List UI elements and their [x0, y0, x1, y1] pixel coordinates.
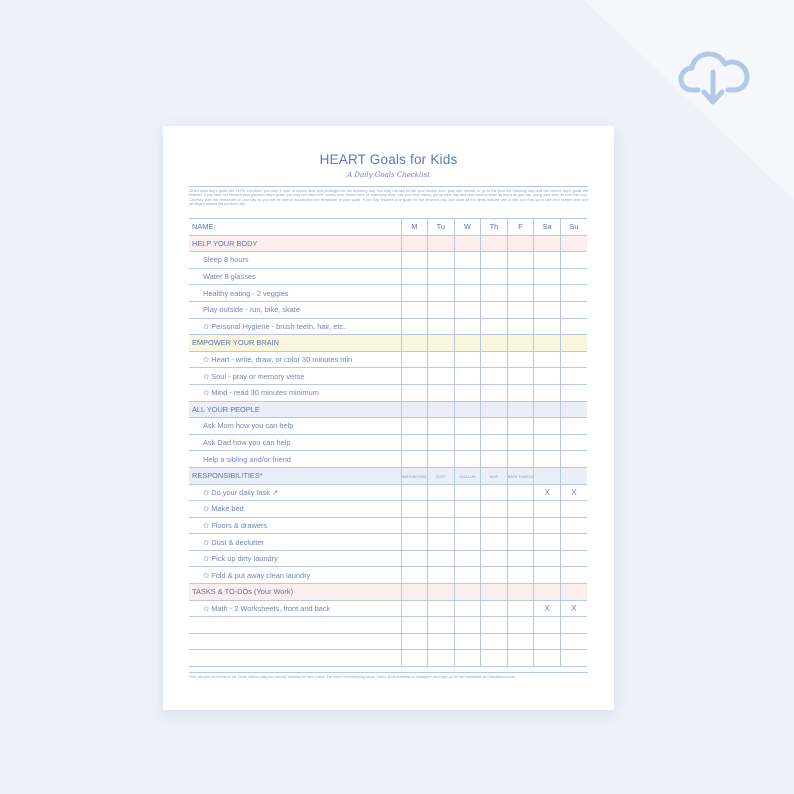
checklist-check-cell[interactable] [428, 301, 455, 318]
responsibility-check-cell[interactable] [560, 567, 587, 584]
responsibility-check-cell[interactable] [401, 550, 428, 567]
responsibility-check-cell[interactable] [560, 534, 587, 551]
checklist-check-cell[interactable] [428, 252, 455, 269]
chore-sub-label-cell [560, 467, 587, 484]
checklist-check-cell[interactable] [454, 384, 481, 401]
x-mark: X [571, 487, 577, 497]
intro-paragraph: When each day's goals are 100% complete, you earn 1 hour of screen time and privileges for the following day. You may not ask to use your screen time, play with friends, or go to the pool the following day until the current day's goals are finished. If you have not finished your previous day's goals, you may not have ANY screen time, theme time, or swimming time. Use your time wisely, get up each day and work hard to finish as much as you can, doing your work as unto the Lord. Carefully plan the remainder of your day so you will be able to accomplish the remainder of your goals. If you had finished your goals for the previous day, and done all the items marked with a star, you may go to use your screen time and privileges earned the previous day. [189, 186, 588, 219]
section-header-cell [401, 584, 428, 601]
responsibility-check-cell[interactable] [507, 534, 534, 551]
section-title: HELP YOUR BODY [189, 235, 401, 252]
section-title: TASKS & TO-DOs (Your Work) [189, 584, 401, 601]
task-check-cell[interactable] [560, 617, 587, 634]
checklist-check-cell[interactable] [401, 418, 428, 435]
section-header-cell [560, 584, 587, 601]
checklist-table [189, 218, 587, 667]
checklist-check-cell[interactable] [534, 368, 561, 385]
checklist-check-cell[interactable] [534, 252, 561, 269]
page-subtitle: A Daily Goals Checklist [347, 171, 430, 179]
task-check-cell[interactable] [454, 633, 481, 650]
checklist-item-label: ✩ Heart - write, draw, or color 30 minutes min [189, 351, 401, 368]
responsibility-check-cell[interactable] [481, 484, 508, 501]
checklist-check-cell[interactable] [507, 285, 534, 302]
section-header-cell [507, 584, 534, 601]
section-header-cell [481, 235, 508, 252]
task-check-cell[interactable] [560, 633, 587, 650]
section-title: RESPONSIBILITIES* [189, 467, 401, 484]
checklist-check-cell[interactable] [507, 418, 534, 435]
responsibility-row [189, 550, 587, 567]
task-item-label [189, 650, 401, 667]
responsibility-check-cell[interactable] [560, 550, 587, 567]
task-item-label: ✩ Math - 2 Worksheets, front and back [189, 600, 401, 617]
responsibility-check-cell[interactable] [481, 550, 508, 567]
checklist-check-cell[interactable] [507, 318, 534, 335]
checklist-check-cell[interactable] [454, 368, 481, 385]
task-row [189, 617, 587, 634]
responsibility-check-cell[interactable] [534, 550, 561, 567]
cloud-download-icon[interactable] [678, 50, 752, 108]
checklist-item-label: ✩ Soul - pray or memory verse [189, 368, 401, 385]
section-header-cell [507, 335, 534, 352]
task-check-cell[interactable] [428, 600, 455, 617]
chore-sub-label-cell [481, 467, 508, 484]
chore-sub-label-cell [454, 467, 481, 484]
section-header-cell [454, 401, 481, 418]
task-check-cell[interactable] [454, 617, 481, 634]
section-header-cell [428, 335, 455, 352]
responsibility-check-cell[interactable] [560, 517, 587, 534]
checklist-check-cell[interactable] [507, 252, 534, 269]
responsibility-item-label: ✩ Pick up dirty laundry [189, 550, 401, 567]
checklist-check-cell[interactable] [560, 451, 587, 468]
responsibility-check-cell[interactable] [454, 501, 481, 518]
task-check-cell[interactable] [560, 650, 587, 667]
checklist-check-cell[interactable] [507, 268, 534, 285]
section-header-cell [534, 235, 561, 252]
task-row [189, 650, 587, 667]
section-header-row [189, 401, 587, 418]
section-header-cell [560, 235, 587, 252]
checklist-check-cell[interactable] [481, 434, 508, 451]
responsibility-check-cell[interactable] [507, 567, 534, 584]
responsibility-check-cell[interactable] [534, 567, 561, 584]
checklist-check-cell[interactable] [560, 268, 587, 285]
responsibility-check-cell[interactable] [560, 501, 587, 518]
checklist-page [163, 126, 614, 710]
x-mark: X [544, 603, 550, 613]
checklist-row [189, 301, 587, 318]
checklist-check-cell[interactable] [534, 434, 561, 451]
checklist-check-cell[interactable] [534, 318, 561, 335]
checklist-check-cell[interactable] [534, 351, 561, 368]
checklist-row [189, 451, 587, 468]
checklist-check-cell[interactable] [454, 351, 481, 368]
checklist-check-cell[interactable] [560, 368, 587, 385]
task-check-cell[interactable] [454, 600, 481, 617]
checklist-item-label: Ask Mom how you can help [189, 418, 401, 435]
section-header-cell [401, 335, 428, 352]
responsibility-check-cell[interactable] [534, 534, 561, 551]
checklist-check-cell[interactable] [428, 434, 455, 451]
checklist-item-label: Help a sibling and/or friend [189, 451, 401, 468]
chore-sub-label-cell [428, 467, 455, 484]
page-title: HEART Goals for Kids [319, 152, 458, 167]
checklist-check-cell[interactable] [401, 368, 428, 385]
checklist-check-cell[interactable] [454, 285, 481, 302]
checklist-check-cell[interactable] [481, 418, 508, 435]
section-title: ALL YOUR PEOPLE [189, 401, 401, 418]
checklist-check-cell[interactable] [560, 418, 587, 435]
checklist-item-label: Sleep 8 hours [189, 252, 401, 269]
responsibility-check-cell[interactable] [454, 517, 481, 534]
checklist-check-cell[interactable] [507, 368, 534, 385]
section-header-row [189, 335, 587, 352]
responsibility-check-cell[interactable] [401, 534, 428, 551]
checklist-row [189, 252, 587, 269]
section-header-cell [428, 235, 455, 252]
checklist-check-cell[interactable] [481, 285, 508, 302]
checklist-check-cell[interactable] [428, 368, 455, 385]
task-check-cell[interactable] [428, 633, 455, 650]
task-check-cell[interactable] [507, 600, 534, 617]
checklist-check-cell[interactable] [560, 384, 587, 401]
checklist-row [189, 268, 587, 285]
checklist-check-cell[interactable] [401, 434, 428, 451]
checklist-check-cell[interactable] [534, 418, 561, 435]
checklist-check-cell[interactable] [454, 451, 481, 468]
checklist-item-label: ✩ Personal Hygiene - brush teeth, hair, etc. [189, 318, 401, 335]
section-header-cell [428, 401, 455, 418]
checklist-row [189, 418, 587, 435]
checklist-row [189, 351, 587, 368]
checklist-check-cell[interactable] [534, 451, 561, 468]
responsibility-item-label: ✩ Fold & put away clean laundry [189, 567, 401, 584]
tasks-header-row [189, 584, 587, 601]
section-header-cell [454, 335, 481, 352]
chore-sub-label-cell [507, 467, 534, 484]
section-header-cell [481, 584, 508, 601]
chore-sub-label: DUST [435, 475, 446, 480]
checklist-check-cell[interactable] [401, 252, 428, 269]
day-header: W [454, 219, 481, 236]
checklist-check-cell[interactable] [401, 451, 428, 468]
checklist-check-cell[interactable] [401, 384, 428, 401]
checklist-check-cell[interactable] [401, 285, 428, 302]
responsibility-check-cell[interactable] [428, 517, 455, 534]
section-header-cell [534, 401, 561, 418]
day-header: M [401, 219, 428, 236]
responsibility-check-cell[interactable] [481, 517, 508, 534]
checklist-check-cell[interactable] [401, 301, 428, 318]
checklist-check-cell[interactable] [428, 318, 455, 335]
checklist-check-cell[interactable] [560, 351, 587, 368]
checklist-check-cell[interactable] [560, 301, 587, 318]
checklist-check-cell[interactable] [507, 351, 534, 368]
checklist-check-cell[interactable] [454, 252, 481, 269]
checklist-check-cell[interactable] [428, 418, 455, 435]
task-check-cell[interactable] [401, 600, 428, 617]
checklist-check-cell[interactable] [507, 434, 534, 451]
day-header: Tu [428, 219, 455, 236]
chore-sub-label-cell [534, 467, 561, 484]
checklist-check-cell[interactable] [401, 268, 428, 285]
checklist-check-cell[interactable] [534, 384, 561, 401]
chore-sub-label: VACU-UM [459, 475, 476, 480]
section-header-cell [401, 401, 428, 418]
task-check-cell[interactable] [507, 650, 534, 667]
responsibility-check-cell[interactable] [401, 567, 428, 584]
checklist-row [189, 434, 587, 451]
responsibility-check-cell[interactable] [454, 534, 481, 551]
checklist-check-cell[interactable] [428, 451, 455, 468]
responsibility-check-cell[interactable] [428, 534, 455, 551]
checklist-item-label: ✩ Mind - read 30 minutes minimum [189, 384, 401, 401]
responsibilities-header-row [189, 467, 587, 484]
checklist-check-cell[interactable] [428, 351, 455, 368]
responsibility-check-cell[interactable] [534, 484, 561, 501]
responsibility-check-cell[interactable] [481, 501, 508, 518]
checklist-check-cell[interactable] [560, 434, 587, 451]
task-check-cell[interactable] [481, 650, 508, 667]
section-header-cell [507, 401, 534, 418]
x-mark: X [571, 603, 577, 613]
responsibility-item-label: ✩ Dust & declutter [189, 534, 401, 551]
day-header: Sa [534, 219, 561, 236]
responsibility-row [189, 501, 587, 518]
checklist-check-cell[interactable] [507, 451, 534, 468]
checklist-check-cell[interactable] [428, 285, 455, 302]
name-label: NAME: [189, 219, 401, 236]
responsibility-item-label: ✩ Do your daily task ↗ [189, 484, 401, 501]
section-header-cell [428, 584, 455, 601]
responsibility-row [189, 567, 587, 584]
checklist-check-cell[interactable] [534, 268, 561, 285]
checklist-row [189, 368, 587, 385]
responsibility-row [189, 534, 587, 551]
responsibility-check-cell[interactable] [428, 567, 455, 584]
responsibility-item-label: ✩ Floors & drawers [189, 517, 401, 534]
day-header: F [507, 219, 534, 236]
chore-sub-label: BATH TOWELS [507, 475, 534, 480]
checklist-check-cell[interactable] [428, 268, 455, 285]
checklist-check-cell[interactable] [481, 384, 508, 401]
task-check-cell[interactable] [454, 650, 481, 667]
responsibility-check-cell[interactable] [401, 501, 428, 518]
checklist-check-cell[interactable] [481, 301, 508, 318]
section-header-cell [481, 401, 508, 418]
footnote: *We use and recommend the Clean Mama daily and weekly routines for your home. For more homekeeping ideas, follow @cleanmama on Instagram and sign up for the newsletter at CleanMama.com. [189, 672, 588, 679]
section-header-cell [454, 584, 481, 601]
checklist-check-cell[interactable] [481, 368, 508, 385]
header-row [189, 219, 587, 236]
task-check-cell[interactable] [507, 617, 534, 634]
checklist-item-label: Play outside - run, bike, skate [189, 301, 401, 318]
responsibility-check-cell[interactable] [428, 484, 455, 501]
section-header-cell [560, 401, 587, 418]
responsibility-check-cell[interactable] [534, 501, 561, 518]
checklist-check-cell[interactable] [507, 301, 534, 318]
section-header-cell [534, 584, 561, 601]
day-header: Th [481, 219, 508, 236]
checklist-check-cell[interactable] [481, 318, 508, 335]
checklist-check-cell[interactable] [481, 268, 508, 285]
responsibility-item-label: ✩ Make bed [189, 501, 401, 518]
task-check-cell[interactable] [481, 633, 508, 650]
checklist-item-label: Water 8 glasses [189, 268, 401, 285]
task-item-label [189, 633, 401, 650]
responsibility-check-cell[interactable] [401, 517, 428, 534]
section-header-cell [560, 335, 587, 352]
chore-sub-label-cell [401, 467, 428, 484]
task-check-cell[interactable] [534, 617, 561, 634]
x-mark: X [544, 487, 550, 497]
task-check-cell[interactable] [560, 600, 587, 617]
section-header-cell [507, 235, 534, 252]
responsibility-check-cell[interactable] [560, 484, 587, 501]
checklist-check-cell[interactable] [534, 285, 561, 302]
checklist-check-cell[interactable] [454, 418, 481, 435]
task-row [189, 633, 587, 650]
checklist-check-cell[interactable] [481, 252, 508, 269]
task-check-cell[interactable] [401, 617, 428, 634]
checklist-check-cell[interactable] [534, 301, 561, 318]
responsibility-check-cell[interactable] [481, 567, 508, 584]
task-check-cell[interactable] [534, 650, 561, 667]
checklist-check-cell[interactable] [454, 301, 481, 318]
responsibility-check-cell[interactable] [454, 550, 481, 567]
responsibility-row [189, 517, 587, 534]
task-check-cell[interactable] [401, 633, 428, 650]
responsibility-row [189, 484, 587, 501]
checklist-check-cell[interactable] [560, 252, 587, 269]
section-header-cell [401, 235, 428, 252]
responsibility-check-cell[interactable] [401, 484, 428, 501]
responsibility-check-cell[interactable] [507, 484, 534, 501]
task-check-cell[interactable] [534, 600, 561, 617]
checklist-row [189, 384, 587, 401]
task-check-cell[interactable] [401, 650, 428, 667]
checklist-check-cell[interactable] [507, 384, 534, 401]
responsibility-check-cell[interactable] [507, 517, 534, 534]
section-header-cell [481, 335, 508, 352]
task-check-cell[interactable] [428, 650, 455, 667]
responsibility-check-cell[interactable] [507, 550, 534, 567]
responsibility-check-cell[interactable] [428, 550, 455, 567]
section-header-row [189, 235, 587, 252]
checklist-check-cell[interactable] [454, 434, 481, 451]
task-check-cell[interactable] [507, 633, 534, 650]
day-header: Su [560, 219, 587, 236]
checklist-check-cell[interactable] [560, 318, 587, 335]
task-row [189, 600, 587, 617]
checklist-item-label: Ask Dad how you can help [189, 434, 401, 451]
task-item-label [189, 617, 401, 634]
task-check-cell[interactable] [481, 617, 508, 634]
section-header-cell [534, 335, 561, 352]
responsibility-check-cell[interactable] [454, 484, 481, 501]
task-check-cell[interactable] [534, 633, 561, 650]
chore-sub-label: BATH-ROOMS [402, 475, 427, 480]
checklist-check-cell[interactable] [454, 318, 481, 335]
responsibility-check-cell[interactable] [507, 501, 534, 518]
checklist-row [189, 285, 587, 302]
section-title: EMPOWER YOUR BRAIN [189, 335, 401, 352]
checklist-check-cell[interactable] [560, 285, 587, 302]
checklist-check-cell[interactable] [401, 318, 428, 335]
checklist-check-cell[interactable] [481, 451, 508, 468]
task-check-cell[interactable] [481, 600, 508, 617]
task-check-cell[interactable] [428, 617, 455, 634]
checklist-item-label: Healthy eating - 2 veggies [189, 285, 401, 302]
responsibility-check-cell[interactable] [454, 567, 481, 584]
checklist-check-cell[interactable] [454, 268, 481, 285]
responsibility-check-cell[interactable] [428, 501, 455, 518]
checklist-check-cell[interactable] [401, 351, 428, 368]
checklist-check-cell[interactable] [428, 384, 455, 401]
checklist-check-cell[interactable] [481, 351, 508, 368]
responsibility-check-cell[interactable] [481, 534, 508, 551]
section-header-cell [454, 235, 481, 252]
responsibility-check-cell[interactable] [534, 517, 561, 534]
checklist-row [189, 318, 587, 335]
chore-sub-label: MOP [489, 475, 499, 480]
